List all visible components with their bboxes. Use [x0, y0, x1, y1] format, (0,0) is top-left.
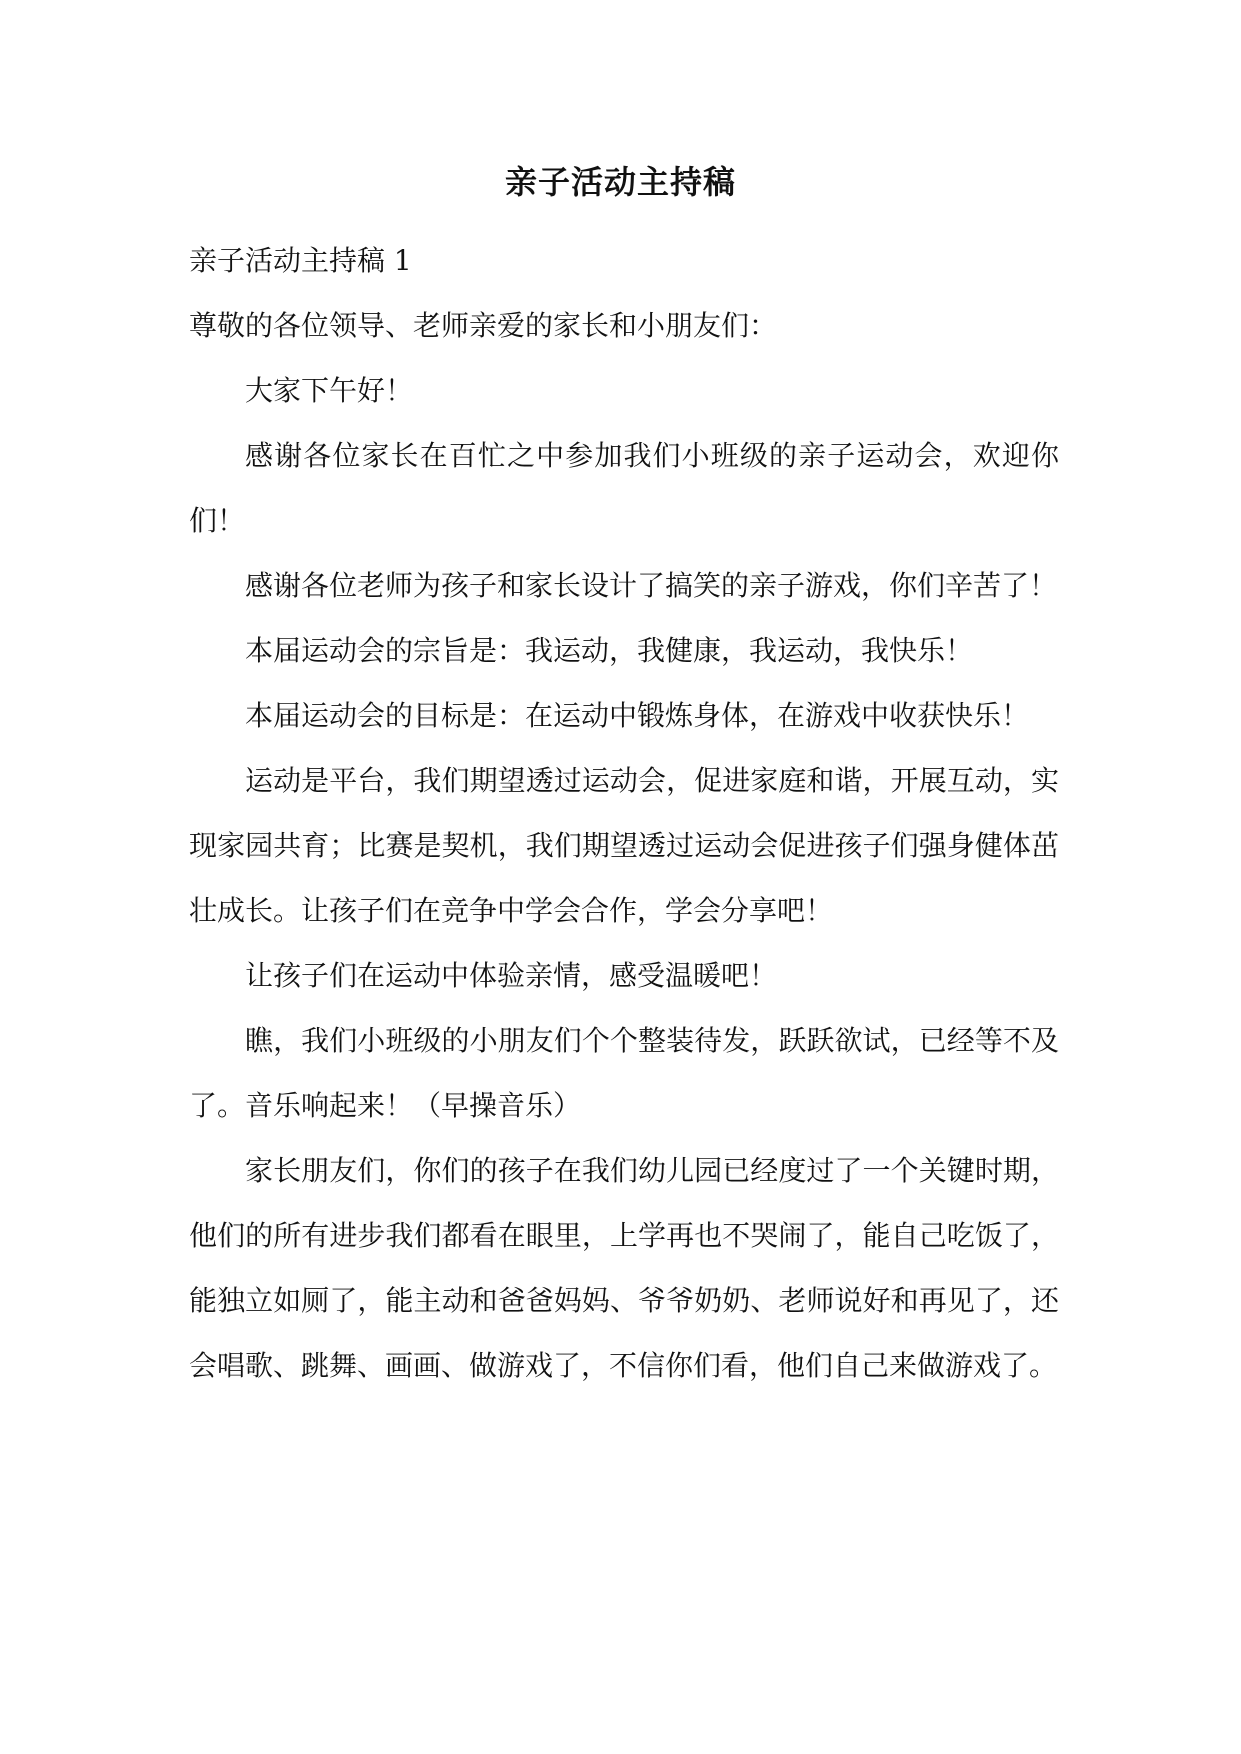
platform-paragraph: 运动是平台，我们期望透过运动会，促进家庭和谐，开展互动，实现家园共育；比赛是契机，我们期望透过运动会促进孩子们强身健体茁壮成长。让孩子们在竞争中学会合作，学会分享吧！	[189, 764, 1059, 927]
section-heading: 亲子活动主持稿 1	[189, 244, 412, 277]
thanks-parents-paragraph: 感谢各位家长在百忙之中参加我们小班级的亲子运动会，欢迎你们！	[189, 439, 1059, 537]
document-title: 亲子活动主持稿	[504, 163, 736, 201]
goal-paragraph: 本届运动会的目标是：在运动中锻炼身体，在游戏中收获快乐！	[245, 699, 1030, 732]
progress-paragraph: 家长朋友们，你们的孩子在我们幼儿园已经度过了一个关键时期，他们的所有进步我们都看在眼里，上学再也不哭闹了，能自己吃饭了，能独立如厕了，能主动和爸爸妈妈、爷爷奶奶、老师说好和再见了，还会唱歌、跳舞、画画、做游戏了，不信你们看，他们自己来做游戏了。	[189, 1154, 1059, 1382]
experience-paragraph: 让孩子们在运动中体验亲情，感受温暖吧！	[245, 959, 778, 992]
purpose-paragraph: 本届运动会的宗旨是：我运动，我健康，我运动，我快乐！	[245, 634, 974, 667]
music-paragraph: 瞧，我们小班级的小朋友们个个整装待发，跃跃欲试，已经等不及了。音乐响起来！（早操音乐）	[189, 1024, 1059, 1122]
greeting-paragraph: 大家下午好！	[245, 374, 414, 407]
salutation-paragraph: 尊敬的各位领导、老师亲爱的家长和小朋友们：	[189, 309, 778, 342]
thanks-teachers-paragraph: 感谢各位老师为孩子和家长设计了搞笑的亲子游戏，你们辛苦了！	[245, 569, 1058, 602]
document-body	[189, 228, 1059, 1398]
